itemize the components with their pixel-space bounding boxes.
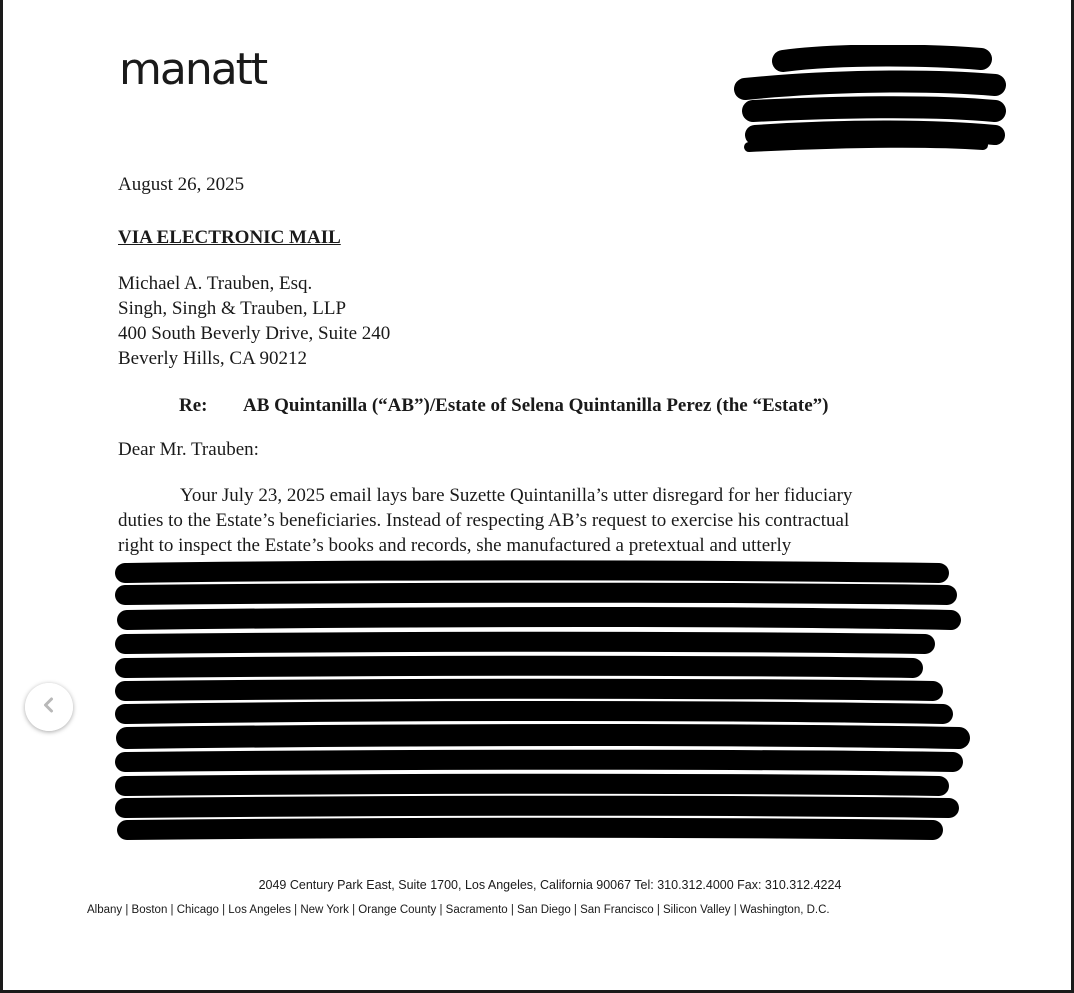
salutation: Dear Mr. Trauben: bbox=[118, 439, 259, 460]
letter-date: August 26, 2025 bbox=[118, 174, 245, 195]
body-paragraph bbox=[118, 483, 948, 558]
body-line: right to inspect the Estate’s books and records, she manufactured a pretextual and utterly bbox=[118, 535, 792, 556]
recipient-address bbox=[118, 271, 390, 371]
body-line: duties to the Estate’s beneficiaries. Instead of respecting AB’s request to exercise his contractual bbox=[118, 510, 850, 531]
subject-label: Re: bbox=[179, 395, 208, 416]
footer-offices: Albany | Boston | Chicago | Los Angeles | New York | Orange County | Sacramento | San Diego | San Francisco | Silicon Valley | Washington, D.C. bbox=[87, 904, 830, 916]
redacted-text-block bbox=[113, 558, 973, 848]
chevron-left-icon bbox=[40, 696, 58, 719]
letter-page bbox=[3, 0, 1071, 990]
previous-button[interactable] bbox=[25, 683, 73, 731]
recipient-line: 400 South Beverly Drive, Suite 240 bbox=[118, 323, 391, 344]
recipient-line: Beverly Hills, CA 90212 bbox=[118, 348, 307, 369]
firm-logo: manatt bbox=[119, 44, 267, 95]
subject-line bbox=[179, 393, 828, 418]
recipient-line: Singh, Singh & Trauben, LLP bbox=[118, 298, 347, 319]
subject-text: AB Quintanilla (“AB”)/Estate of Selena Quintanilla Perez (the “Estate”) bbox=[243, 395, 829, 416]
redaction-scribble bbox=[733, 45, 1013, 160]
recipient-line: Michael A. Trauben, Esq. bbox=[118, 273, 313, 294]
delivery-method: VIA ELECTRONIC MAIL bbox=[118, 227, 341, 248]
body-line: Your July 23, 2025 email lays bare Suzette Quintanilla’s utter disregard for her fiduciary bbox=[180, 485, 853, 506]
footer-address: 2049 Century Park East, Suite 1700, Los Angeles, California 90067 Tel: 310.312.4000 Fax: 310.312.4224 bbox=[258, 878, 842, 892]
